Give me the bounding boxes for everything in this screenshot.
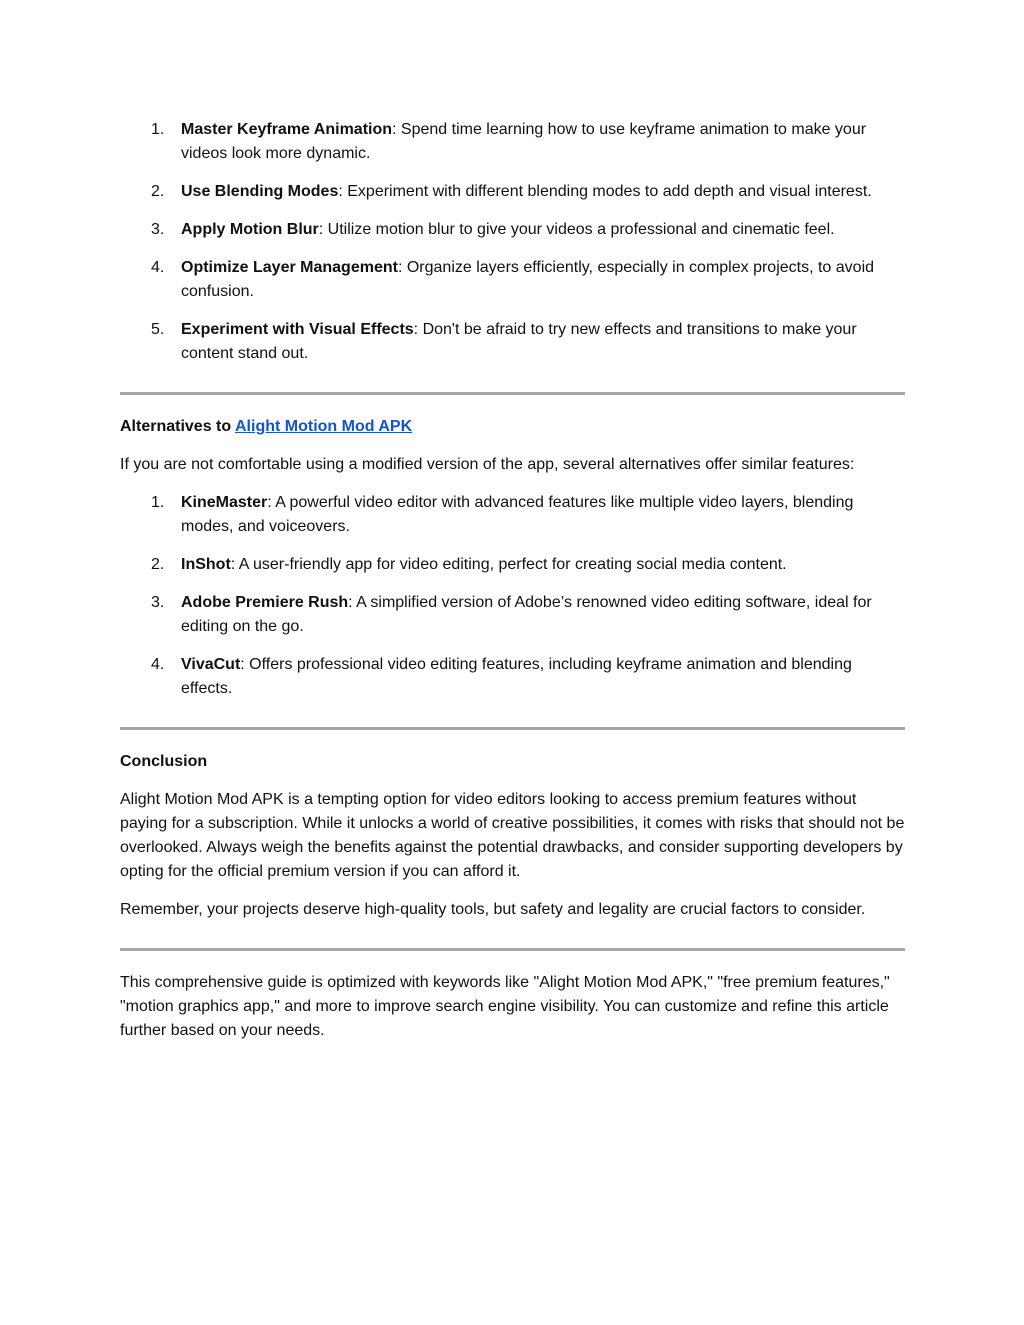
document-page — [120, 118, 905, 1057]
list-item-title: InShot — [181, 556, 231, 573]
list-item-title: Apply Motion Blur — [181, 221, 319, 238]
list-number: 3. — [151, 594, 165, 611]
list-item — [120, 318, 905, 366]
section-divider — [120, 392, 905, 395]
list-item — [120, 218, 905, 242]
list-item-text: : Spend time learning how to use keyframe animation to make your videos look more dynamic. — [181, 121, 867, 162]
list-item-text: : Offers professional video editing features, including keyframe animation and blending effects. — [181, 656, 852, 697]
list-item — [120, 180, 905, 204]
alternatives-list — [120, 491, 905, 701]
list-item-text: : A user-friendly app for video editing, perfect for creating social media content. — [230, 556, 787, 573]
list-number: 3. — [151, 221, 165, 238]
list-item-title: Experiment with Visual Effects — [181, 321, 414, 338]
list-item-title: VivaCut — [181, 656, 241, 673]
list-number: 4. — [151, 259, 165, 276]
list-number: 5. — [151, 321, 165, 338]
conclusion-paragraph: Remember, your projects deserve high-quality tools, but safety and legality are crucial factors to consider. — [120, 901, 866, 918]
list-item-title: Optimize Layer Management — [181, 259, 398, 276]
list-item — [120, 653, 905, 701]
list-number: 2. — [151, 183, 165, 200]
list-item-title: Master Keyframe Animation — [181, 121, 393, 138]
list-number: 1. — [151, 121, 165, 138]
alight-motion-link[interactable]: Alight Motion Mod APK — [235, 418, 413, 435]
alternatives-intro: If you are not comfortable using a modified version of the app, several alternatives offer similar features: — [120, 456, 855, 473]
list-item — [120, 553, 905, 577]
list-item — [120, 491, 905, 539]
list-item-title: Use Blending Modes — [181, 183, 339, 200]
list-item — [120, 591, 905, 639]
list-item-text: : Experiment with different blending modes to add depth and visual interest. — [338, 183, 872, 200]
list-item-text: : Utilize motion blur to give your videos a professional and cinematic feel. — [318, 221, 835, 238]
list-item-text: : A powerful video editor with advanced features like multiple video layers, blending modes, and voiceovers. — [181, 494, 854, 535]
list-number: 2. — [151, 556, 165, 573]
list-item — [120, 118, 905, 166]
section-divider — [120, 727, 905, 730]
list-item-title: KineMaster — [181, 494, 268, 511]
section-divider — [120, 948, 905, 951]
alternatives-heading-prefix: Alternatives to — [120, 418, 235, 435]
list-item-text: : Organize layers efficiently, especially in complex projects, to avoid confusion. — [181, 259, 875, 300]
alternatives-heading — [120, 415, 905, 439]
list-item — [120, 256, 905, 304]
list-number: 1. — [151, 494, 165, 511]
list-item-title: Adobe Premiere Rush — [181, 594, 349, 611]
list-item-text: : Don't be afraid to try new effects and transitions to make your content stand out. — [181, 321, 857, 362]
footer-note: This comprehensive guide is optimized with keywords like "Alight Motion Mod APK," "free premium features," "motion graphics app," and more to improve search engine visibility. You can customize and refine this article further based on your needs. — [120, 974, 890, 1039]
conclusion-paragraph: Alight Motion Mod APK is a tempting option for video editors looking to access premium features without paying for a subscription. While it unlocks a world of creative possibilities, it comes with risks that should not be overlooked. Always weigh the benefits against the potential drawbacks, and consider supporting developers by opting for the official premium version if you can afford it. — [120, 791, 905, 880]
conclusion-heading: Conclusion — [120, 753, 208, 770]
list-item-text: : A simplified version of Adobe’s renowned video editing software, ideal for editing on the go. — [181, 594, 872, 635]
list-number: 4. — [151, 656, 165, 673]
tips-list — [120, 118, 905, 366]
